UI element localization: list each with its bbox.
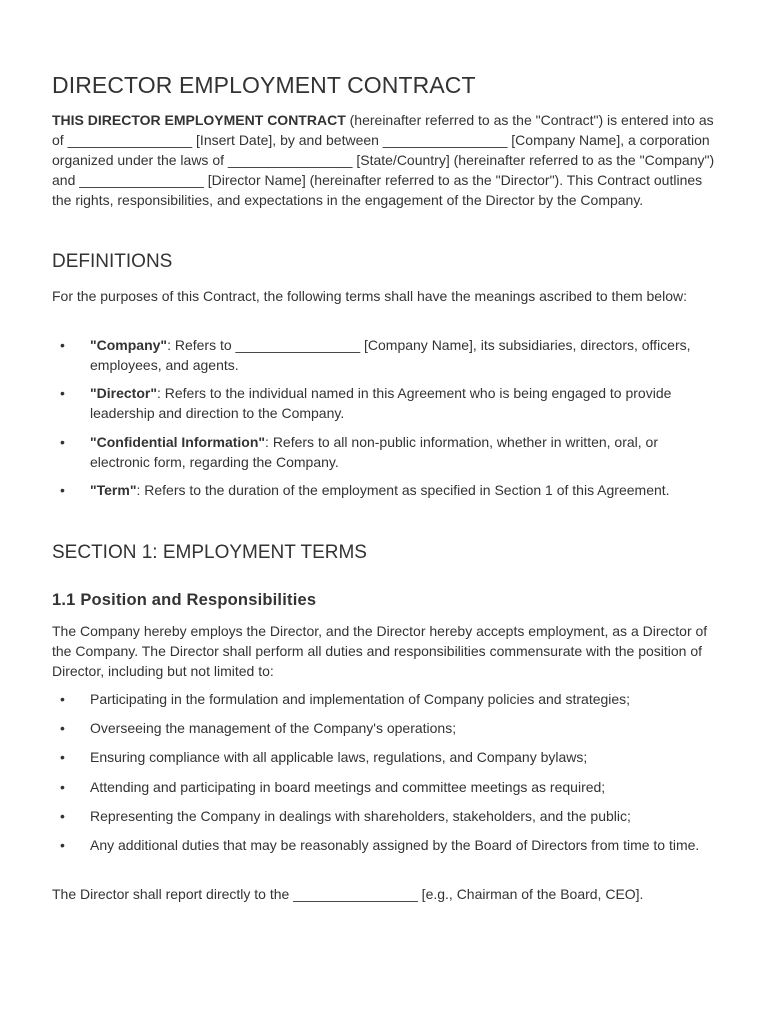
bullet-icon: • [60,837,65,853]
definition-term: "Company" [90,337,168,353]
responsibility-item [52,806,720,826]
definition-item [52,480,720,500]
definition-text: : Refers to the duration of the employment as specified in Section 1 of this Agreement. [136,482,670,498]
responsibility-text: Attending and participating in board meetings and committee meetings as required; [90,779,606,795]
bullet-icon: • [60,720,65,736]
responsibility-item [52,689,720,709]
bullet-icon: • [60,385,65,401]
definitions-heading: DEFINITIONS [52,251,173,272]
definition-term: "Director" [90,385,157,401]
responsibility-item [52,718,720,738]
intro-text: (hereinafter referred to as the "Contract") is entered into as of ________________ [Insert Date], by and between ________________ [Company Name], a corporation organized under the laws of ________________ [State/Country] (hereinafter referred to as the "Company") and ________________ [Director Name] (hereinafter referred to as the "Director"). This Contract outlines the rights, responsibilities, and expectations in the engagement of the Director by the Company. [52,112,715,208]
definition-text: : Refers to the individual named in this Agreement who is being engaged to provide leadership and direction to the Company. [90,385,672,421]
bullet-icon: • [60,482,65,498]
responsibility-item [52,777,720,797]
definition-term: "Term" [90,482,137,498]
definition-text: : Refers to ________________ [Company Name], its subsidiaries, directors, officers, employees, and agents. [90,337,691,373]
bullet-icon: • [60,749,65,765]
definitions-lead: For the purposes of this Contract, the following terms shall have the meanings ascribed to them below: [52,288,687,304]
section1-heading: SECTION 1: EMPLOYMENT TERMS [52,542,367,563]
responsibility-item [52,747,720,767]
responsibility-text: Ensuring compliance with all applicable laws, regulations, and Company bylaws; [90,749,588,765]
responsibility-item [52,835,720,855]
subsection-1-1-lead: The Company hereby employs the Director, and the Director hereby accepts employment, as a Director of the Company. The Director shall perform all duties and responsibilities commensurate with the position of Director, including but not limited to: [52,623,708,679]
bullet-icon: • [60,337,65,353]
intro-bold-lead: THIS DIRECTOR EMPLOYMENT CONTRACT [52,112,346,128]
document-title: DIRECTOR EMPLOYMENT CONTRACT [52,72,476,98]
definition-item [52,335,720,375]
bullet-icon: • [60,434,65,450]
definition-term: "Confidential Information" [90,434,266,450]
responsibility-text: Participating in the formulation and implementation of Company policies and strategies; [90,691,631,707]
reporting-line-paragraph: The Director shall report directly to the ________________ [e.g., Chairman of the Board, CEO]. [52,886,644,902]
definition-item [52,383,720,423]
definition-text: : Refers to all non-public information, whether in written, oral, or electronic form, regarding the Company. [90,434,659,470]
intro-paragraph [52,110,720,210]
bullet-icon: • [60,779,65,795]
responsibility-text: Any additional duties that may be reasonably assigned by the Board of Directors from time to time. [90,837,700,853]
bullet-icon: • [60,691,65,707]
responsibility-text: Overseeing the management of the Company's operations; [90,720,457,736]
responsibility-text: Representing the Company in dealings with shareholders, stakeholders, and the public; [90,808,631,824]
definition-item [52,432,720,472]
bullet-icon: • [60,808,65,824]
subsection-1-1-heading: 1.1 Position and Responsibilities [52,591,317,609]
